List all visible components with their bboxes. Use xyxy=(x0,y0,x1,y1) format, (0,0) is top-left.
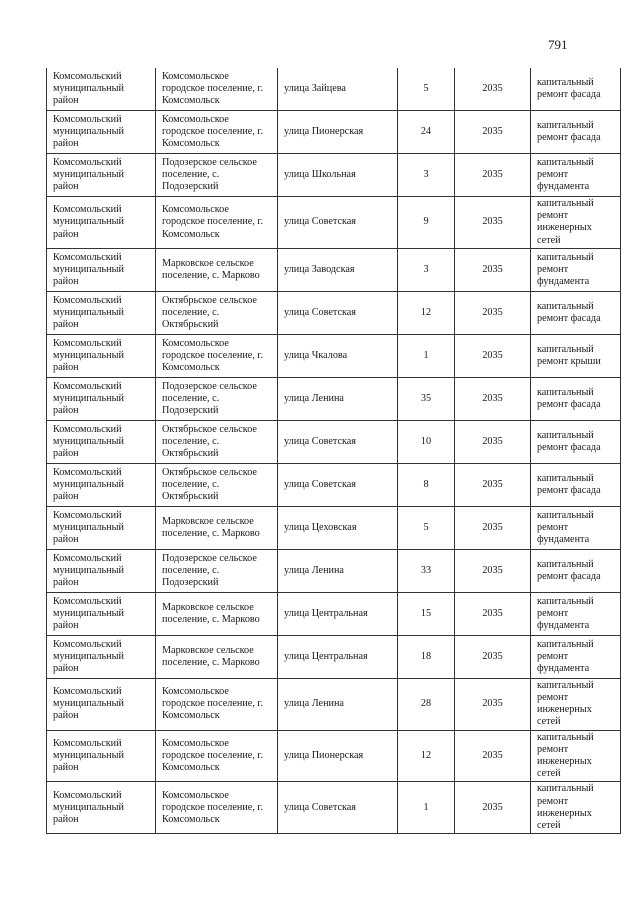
street-cell: улица Советская xyxy=(278,782,398,834)
table-row xyxy=(47,549,621,592)
district-cell: Комсомольский муниципальный район xyxy=(47,782,156,834)
settlement-cell: Комсомольское городское поселение, г. Комсомольск xyxy=(156,782,278,834)
settlement-cell: Марковское сельское поселение, с. Марково xyxy=(156,635,278,678)
district-cell: Комсомольский муниципальный район xyxy=(47,730,156,782)
district-cell: Комсомольский муниципальный район xyxy=(47,68,156,111)
work-type-cell: капитальный ремонт фундамента xyxy=(531,248,621,291)
work-type-cell: капитальный ремонт инженерных сетей xyxy=(531,730,621,782)
year-cell: 2035 xyxy=(455,635,531,678)
work-type-cell: капитальный ремонт фасада xyxy=(531,463,621,506)
work-type-cell: капитальный ремонт инженерных сетей xyxy=(531,197,621,249)
district-cell: Комсомольский муниципальный район xyxy=(47,197,156,249)
settlement-cell: Подозерское сельское поселение, с. Подозерский xyxy=(156,154,278,197)
work-type-cell: капитальный ремонт фасада xyxy=(531,291,621,334)
table-row xyxy=(47,678,621,730)
work-type-cell: капитальный ремонт фасада xyxy=(531,377,621,420)
district-cell: Комсомольский муниципальный район xyxy=(47,291,156,334)
settlement-cell: Октябрьское сельское поселение, с. Октябрьский xyxy=(156,463,278,506)
table-row xyxy=(47,334,621,377)
year-cell: 2035 xyxy=(455,334,531,377)
settlement-cell: Октябрьское сельское поселение, с. Октябрьский xyxy=(156,420,278,463)
settlement-cell: Подозерское сельское поселение, с. Подозерский xyxy=(156,377,278,420)
settlement-cell: Комсомольское городское поселение, г. Комсомольск xyxy=(156,334,278,377)
street-cell: улица Пионерская xyxy=(278,730,398,782)
work-type-cell: капитальный ремонт фундамента xyxy=(531,154,621,197)
table-row xyxy=(47,291,621,334)
work-type-cell: капитальный ремонт фасада xyxy=(531,549,621,592)
table-row xyxy=(47,506,621,549)
district-cell: Комсомольский муниципальный район xyxy=(47,463,156,506)
house-number-cell: 18 xyxy=(398,635,455,678)
settlement-cell: Марковское сельское поселение, с. Марково xyxy=(156,248,278,291)
settlement-cell: Марковское сельское поселение, с. Марково xyxy=(156,506,278,549)
year-cell: 2035 xyxy=(455,111,531,154)
table-row xyxy=(47,68,621,111)
table-row xyxy=(47,197,621,249)
house-number-cell: 33 xyxy=(398,549,455,592)
settlement-cell: Комсомольское городское поселение, г. Комсомольск xyxy=(156,730,278,782)
street-cell: улица Центральная xyxy=(278,592,398,635)
year-cell: 2035 xyxy=(455,197,531,249)
work-type-cell: капитальный ремонт фундамента xyxy=(531,592,621,635)
house-number-cell: 3 xyxy=(398,154,455,197)
street-cell: улица Ленина xyxy=(278,377,398,420)
work-type-cell: капитальный ремонт фундамента xyxy=(531,635,621,678)
district-cell: Комсомольский муниципальный район xyxy=(47,377,156,420)
settlement-cell: Комсомольское городское поселение, г. Комсомольск xyxy=(156,111,278,154)
house-number-cell: 24 xyxy=(398,111,455,154)
repair-schedule-table xyxy=(46,68,621,834)
table-row xyxy=(47,782,621,834)
table-row xyxy=(47,635,621,678)
year-cell: 2035 xyxy=(455,377,531,420)
district-cell: Комсомольский муниципальный район xyxy=(47,592,156,635)
table-row xyxy=(47,111,621,154)
settlement-cell: Комсомольское городское поселение, г. Комсомольск xyxy=(156,68,278,111)
street-cell: улица Советская xyxy=(278,463,398,506)
work-type-cell: капитальный ремонт фасада xyxy=(531,68,621,111)
house-number-cell: 5 xyxy=(398,506,455,549)
street-cell: улица Советская xyxy=(278,291,398,334)
street-cell: улица Центральная xyxy=(278,635,398,678)
year-cell: 2035 xyxy=(455,730,531,782)
house-number-cell: 12 xyxy=(398,291,455,334)
district-cell: Комсомольский муниципальный район xyxy=(47,154,156,197)
page-number: 791 xyxy=(548,37,568,52)
street-cell: улица Ленина xyxy=(278,678,398,730)
year-cell: 2035 xyxy=(455,678,531,730)
district-cell: Комсомольский муниципальный район xyxy=(47,635,156,678)
year-cell: 2035 xyxy=(455,291,531,334)
work-type-cell: капитальный ремонт инженерных сетей xyxy=(531,678,621,730)
street-cell: улица Зайцева xyxy=(278,68,398,111)
district-cell: Комсомольский муниципальный район xyxy=(47,111,156,154)
street-cell: улица Советская xyxy=(278,197,398,249)
table-row xyxy=(47,463,621,506)
street-cell: улица Школьная xyxy=(278,154,398,197)
year-cell: 2035 xyxy=(455,463,531,506)
year-cell: 2035 xyxy=(455,506,531,549)
house-number-cell: 35 xyxy=(398,377,455,420)
house-number-cell: 3 xyxy=(398,248,455,291)
work-type-cell: капитальный ремонт крыши xyxy=(531,334,621,377)
street-cell: улица Заводская xyxy=(278,248,398,291)
table-row xyxy=(47,592,621,635)
street-cell: улица Ленина xyxy=(278,549,398,592)
year-cell: 2035 xyxy=(455,68,531,111)
street-cell: улица Цеховская xyxy=(278,506,398,549)
house-number-cell: 28 xyxy=(398,678,455,730)
settlement-cell: Октябрьское сельское поселение, с. Октябрьский xyxy=(156,291,278,334)
district-cell: Комсомольский муниципальный район xyxy=(47,334,156,377)
house-number-cell: 9 xyxy=(398,197,455,249)
year-cell: 2035 xyxy=(455,154,531,197)
table-row xyxy=(47,420,621,463)
house-number-cell: 5 xyxy=(398,68,455,111)
settlement-cell: Марковское сельское поселение, с. Марково xyxy=(156,592,278,635)
house-number-cell: 12 xyxy=(398,730,455,782)
district-cell: Комсомольский муниципальный район xyxy=(47,506,156,549)
year-cell: 2035 xyxy=(455,782,531,834)
year-cell: 2035 xyxy=(455,420,531,463)
district-cell: Комсомольский муниципальный район xyxy=(47,678,156,730)
work-type-cell: капитальный ремонт фасада xyxy=(531,111,621,154)
year-cell: 2035 xyxy=(455,248,531,291)
table-row xyxy=(47,377,621,420)
year-cell: 2035 xyxy=(455,549,531,592)
district-cell: Комсомольский муниципальный район xyxy=(47,248,156,291)
work-type-cell: капитальный ремонт инженерных сетей xyxy=(531,782,621,834)
street-cell: улица Чкалова xyxy=(278,334,398,377)
table-row xyxy=(47,730,621,782)
street-cell: улица Пионерская xyxy=(278,111,398,154)
street-cell: улица Советская xyxy=(278,420,398,463)
house-number-cell: 10 xyxy=(398,420,455,463)
work-type-cell: капитальный ремонт фундамента xyxy=(531,506,621,549)
year-cell: 2035 xyxy=(455,592,531,635)
work-type-cell: капитальный ремонт фасада xyxy=(531,420,621,463)
table-row xyxy=(47,248,621,291)
house-number-cell: 1 xyxy=(398,334,455,377)
house-number-cell: 1 xyxy=(398,782,455,834)
district-cell: Комсомольский муниципальный район xyxy=(47,420,156,463)
settlement-cell: Подозерское сельское поселение, с. Подозерский xyxy=(156,549,278,592)
settlement-cell: Комсомольское городское поселение, г. Комсомольск xyxy=(156,678,278,730)
table-row xyxy=(47,154,621,197)
house-number-cell: 8 xyxy=(398,463,455,506)
table-body xyxy=(47,68,621,834)
district-cell: Комсомольский муниципальный район xyxy=(47,549,156,592)
house-number-cell: 15 xyxy=(398,592,455,635)
settlement-cell: Комсомольское городское поселение, г. Комсомольск xyxy=(156,197,278,249)
